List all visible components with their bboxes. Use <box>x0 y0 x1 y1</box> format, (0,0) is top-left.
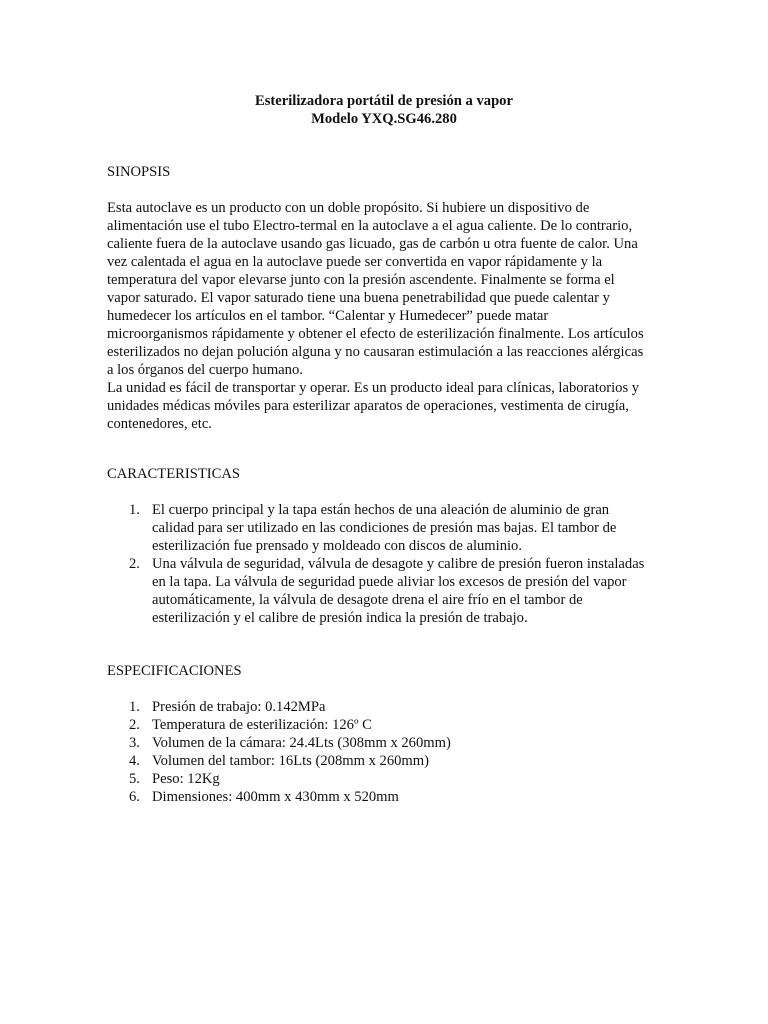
list-item <box>107 770 667 788</box>
list-item-number: 2. <box>129 717 140 733</box>
caracteristicas-list <box>107 501 667 627</box>
title-line-1: Esterilizadora portátil de presión a vapor <box>255 93 513 109</box>
sinopsis-line: La unidad es fácil de transportar y operar. Es un producto ideal para clínicas, laboratorios y <box>107 380 640 396</box>
list-item-line: automáticamente, la válvula de desagote drena el aire frío en el tambor de <box>152 592 583 608</box>
especificaciones-list <box>107 698 667 806</box>
list-item-line: en la tapa. La válvula de seguridad puede aliviar los excesos de presión del vapor <box>152 574 627 590</box>
list-item-number: 2. <box>129 556 140 572</box>
sinopsis-line: temperatura del vapor elevarse junto con la presión ascendente. Finalmente se forma el <box>107 272 615 288</box>
list-item-number: 1. <box>129 699 140 715</box>
list-item <box>107 698 667 716</box>
list-item-number: 4. <box>129 753 140 769</box>
list-item-text: Presión de trabajo: 0.142MPa <box>152 699 326 715</box>
sinopsis-body <box>107 199 667 433</box>
caracteristicas-section <box>107 465 667 627</box>
list-item-number: 3. <box>129 735 140 751</box>
list-item-line: esterilización fue prensado y moldeado con discos de aluminio. <box>152 538 523 554</box>
list-item <box>107 501 667 555</box>
list-item-line: esterilización y el calibre de presión indica la presión de trabajo. <box>152 610 528 626</box>
list-item-number: 6. <box>129 789 140 805</box>
list-item-number: 1. <box>129 502 140 518</box>
sinopsis-line: esterilizados no dejan polución alguna y no causaran estimulación a las reacciones alérgicas <box>107 344 644 360</box>
list-item-number: 5. <box>129 771 140 787</box>
sinopsis-line: microorganismos rápidamente y obtener el efecto de esterilización finalmente. Los artículos <box>107 326 644 342</box>
sinopsis-line: Esta autoclave es un producto con un doble propósito. Si hubiere un dispositivo de <box>107 200 590 216</box>
list-item <box>107 752 667 770</box>
title-line-2: Modelo YXQ.SG46.280 <box>311 111 457 127</box>
list-item-text: Volumen del tambor: 16Lts (208mm x 260mm) <box>152 753 429 769</box>
list-item-text: Peso: 12Kg <box>152 771 220 787</box>
document-title <box>0 92 768 128</box>
list-item-line: calidad para ser utilizado en las condiciones de presión mas bajas. El tambor de <box>152 520 617 536</box>
list-item-line: El cuerpo principal y la tapa están hechos de una aleación de aluminio de gran <box>152 502 610 518</box>
sinopsis-line: vez calentada el agua en la autoclave puede ser convertida en vapor rápidamente y la <box>107 254 603 270</box>
list-item <box>107 734 667 752</box>
sinopsis-line: a los órganos del cuerpo humano. <box>107 362 303 378</box>
sinopsis-line: humedecer los artículos en el tambor. “Calentar y Humedecer” puede matar <box>107 308 549 324</box>
list-item <box>107 716 667 734</box>
list-item-text: Dimensiones: 400mm x 430mm x 520mm <box>152 789 399 805</box>
sinopsis-heading: SINOPSIS <box>107 164 171 180</box>
sinopsis-section <box>107 163 667 433</box>
sinopsis-line: contenedores, etc. <box>107 416 212 432</box>
list-item <box>107 788 667 806</box>
list-item-line: Una válvula de seguridad, válvula de desagote y calibre de presión fueron instaladas <box>152 556 645 572</box>
list-item <box>107 555 667 627</box>
sinopsis-line: vapor saturado. El vapor saturado tiene una buena penetrabilidad que puede calentar y <box>107 290 610 306</box>
sinopsis-line: caliente fuera de la autoclave usando gas licuado, gas de carbón u otra fuente de calor. Una <box>107 236 638 252</box>
especificaciones-section <box>107 662 667 806</box>
list-item-text: Volumen de la cámara: 24.4Lts (308mm x 260mm) <box>152 735 451 751</box>
sinopsis-line: alimentación use el tubo Electro-termal en la autoclave a el agua caliente. De lo contrario, <box>107 218 633 234</box>
especificaciones-heading: ESPECIFICACIONES <box>107 663 242 679</box>
caracteristicas-heading: CARACTERISTICAS <box>107 466 240 482</box>
list-item-text: Temperatura de esterilización: 126º C <box>152 717 372 733</box>
sinopsis-line: unidades médicas móviles para esterilizar aparatos de operaciones, vestimenta de cirugía, <box>107 398 629 414</box>
